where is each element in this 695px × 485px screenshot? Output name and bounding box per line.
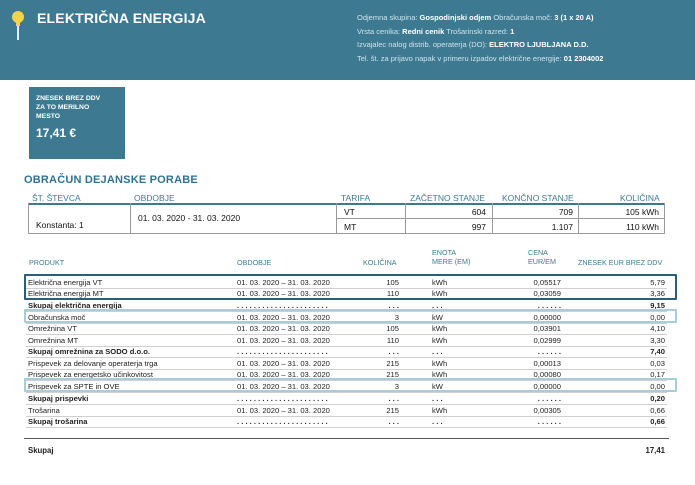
meter-start-header: ZAČETNO STANJE xyxy=(410,193,485,203)
item-qty: 105 xyxy=(386,324,399,333)
item-period: . . . . . . . . . . . . . . . . . . . . . . xyxy=(237,301,328,310)
total-label: ZNESEK BREZ DDV ZA TO MERILNO MESTO xyxy=(36,95,101,120)
item-qty: . . . xyxy=(388,417,399,426)
item-unit: . . . xyxy=(432,347,443,356)
items-qty-header: KOLIČINA xyxy=(363,258,397,267)
item-name: Prispevek za energetsko učinkovitost xyxy=(28,370,153,379)
meter-qty-header: KOLIČINA xyxy=(620,193,660,203)
item-period: 01. 03. 2020 – 31. 03. 2020 xyxy=(237,336,330,345)
item-unit: . . . xyxy=(432,394,443,403)
item-price: 0,00305 xyxy=(533,406,561,415)
header-banner xyxy=(0,0,695,80)
item-unit: kWh xyxy=(432,278,448,287)
item-unit: kWh xyxy=(432,359,448,368)
subtotal-row xyxy=(26,393,667,404)
item-amount: 5,79 xyxy=(650,278,665,287)
item-name: Električna energija VT xyxy=(28,278,103,287)
item-name: Električna energija MT xyxy=(28,289,104,298)
item-price: 0,03059 xyxy=(533,289,561,298)
item-price: 0,00080 xyxy=(533,370,561,379)
meter-period-header: OBDOBJE xyxy=(134,193,175,203)
item-period: . . . . . . . . . . . . . . . . . . . . . . xyxy=(237,417,328,426)
highlight-energy xyxy=(24,274,677,300)
item-period: 01. 03. 2020 – 31. 03. 2020 xyxy=(237,278,330,287)
item-name: Obračunska moč xyxy=(28,313,86,322)
item-name: Skupaj omrežnina za SODO d.o.o. xyxy=(28,347,150,356)
item-amount: 3,36 xyxy=(650,289,665,298)
item-qty: . . . xyxy=(388,301,399,310)
item-period: 01. 03. 2020 – 31. 03. 2020 xyxy=(237,313,330,322)
section-title: OBRAČUN DEJANSKE PORABE xyxy=(24,174,198,186)
item-qty: 110 xyxy=(386,289,399,298)
item-amount: 0,03 xyxy=(650,359,665,368)
item-period: . . . . . . . . . . . . . . . . . . . . . . xyxy=(237,394,328,403)
item-amount: 0,66 xyxy=(650,417,665,426)
item-period: 01. 03. 2020 – 31. 03. 2020 xyxy=(237,359,330,368)
item-price: . . . . . . xyxy=(537,347,561,356)
item-qty: 3 xyxy=(394,382,399,391)
item-period: . . . . . . . . . . . . . . . . . . . . . . xyxy=(237,347,328,356)
item-amount: 7,40 xyxy=(650,347,665,356)
item-unit: kWh xyxy=(432,370,448,379)
meter-tariff-mt: MT xyxy=(344,222,357,232)
item-name: Skupaj električna energija xyxy=(28,301,122,310)
highlight-spte xyxy=(24,378,677,392)
item-name: Trošarina xyxy=(28,406,60,415)
item-price: 0,05517 xyxy=(533,278,561,287)
meter-tariff-vt: VT xyxy=(344,207,355,217)
meter-end-mt: 1.107 xyxy=(551,222,573,232)
items-amount-header: ZNESEK EUR BREZ DDV xyxy=(578,258,663,267)
items-price-header: CENA EUR/EM xyxy=(528,248,556,266)
item-amount: 0,00 xyxy=(650,382,665,391)
item-name: Skupaj trošarina xyxy=(28,417,88,426)
item-unit: kWh xyxy=(432,324,448,333)
total-divider xyxy=(24,438,669,439)
item-qty: 105 xyxy=(386,278,399,287)
meter-period: 01. 03. 2020 - 31. 03. 2020 xyxy=(138,213,241,223)
grand-total-amount: 17,41 xyxy=(645,446,665,455)
items-unit-header: ENOTA MERE (EM) xyxy=(432,248,471,266)
items-product-header: PRODUKT xyxy=(29,258,65,267)
item-period: 01. 03. 2020 – 31. 03. 2020 xyxy=(237,370,330,379)
subtotal-row xyxy=(26,416,667,427)
meter-qty-vt: 105 kWh xyxy=(625,207,659,217)
item-amount: 0,17 xyxy=(650,370,665,379)
lightbulb-icon xyxy=(10,10,26,40)
item-period: 01. 03. 2020 – 31. 03. 2020 xyxy=(237,406,330,415)
item-unit: kW xyxy=(432,313,443,322)
item-amount: 0,00 xyxy=(650,313,665,322)
item-qty: 215 xyxy=(386,370,399,379)
item-price: 0,02999 xyxy=(533,336,561,345)
info-line-4: Tel. št. za prijavo napak v primeru izpadov električne energije: 01 2304002 xyxy=(357,53,604,63)
item-amount: 9,15 xyxy=(650,301,665,310)
item-amount: 0,20 xyxy=(650,394,665,403)
item-qty: 3 xyxy=(394,313,399,322)
item-amount: 4,10 xyxy=(650,324,665,333)
item-unit: kW xyxy=(432,382,443,391)
meter-qty-mt: 110 kWh xyxy=(626,222,659,232)
table-row xyxy=(26,335,667,346)
header-info xyxy=(357,11,603,65)
item-qty: . . . xyxy=(388,394,399,403)
item-name: Skupaj prispevki xyxy=(28,394,89,403)
total-value: 17,41 € xyxy=(36,126,77,140)
item-qty: 110 xyxy=(386,336,399,345)
table-row xyxy=(26,323,667,334)
table-row xyxy=(26,358,667,369)
item-amount: 0,66 xyxy=(650,406,665,415)
item-price: 0,00013 xyxy=(533,359,561,368)
item-amount: 3,30 xyxy=(650,336,665,345)
meter-end-header: KONČNO STANJE xyxy=(502,193,574,203)
info-line-3: Izvajalec nalog distrib. operaterja (DO): ELEKTRO LJUBLJANA D.D. xyxy=(357,40,589,50)
subtotal-row xyxy=(26,346,667,357)
total-summary-box xyxy=(29,87,125,159)
item-period: 01. 03. 2020 – 31. 03. 2020 xyxy=(237,324,330,333)
page-title: ELEKTRIČNA ENERGIJA xyxy=(37,10,206,26)
item-unit: kWh xyxy=(432,289,448,298)
item-price: . . . . . . xyxy=(537,394,561,403)
items-period-header: OBDOBJE xyxy=(237,258,272,267)
info-line-1: Odjemna skupina: Gospodinjski odjem Obračunska moč: 3 (1 x 20 A) xyxy=(357,13,594,22)
item-name: Prispevek za SPTE in OVE xyxy=(28,382,120,391)
row-divider xyxy=(26,427,667,428)
item-price: 0,03901 xyxy=(533,324,561,333)
meter-start-vt: 604 xyxy=(471,207,486,217)
item-period: 01. 03. 2020 – 31. 03. 2020 xyxy=(237,382,330,391)
item-price: 0,00000 xyxy=(533,313,561,322)
item-period: 01. 03. 2020 – 31. 03. 2020 xyxy=(237,289,330,298)
item-unit: . . . xyxy=(432,301,443,310)
meter-start-mt: 997 xyxy=(471,222,486,232)
grand-total-label: Skupaj xyxy=(28,446,54,455)
item-price: . . . . . . xyxy=(537,417,561,426)
table-row xyxy=(26,405,667,416)
item-price: . . . . . . xyxy=(537,301,561,310)
info-line-2: Vrsta cenika: Redni cenik Trošarinski razred: 1 xyxy=(357,26,515,36)
item-name: Omrežnina MT xyxy=(28,336,79,345)
item-unit: . . . xyxy=(432,417,443,426)
item-name: Omrežnina VT xyxy=(28,324,77,333)
highlight-power xyxy=(24,309,677,323)
meter-end-vt: 709 xyxy=(558,207,573,217)
item-name: Prispevek za delovanje operaterja trga xyxy=(28,359,158,368)
item-qty: 215 xyxy=(386,359,399,368)
item-unit: kWh xyxy=(432,406,448,415)
meter-tariff-header: TARIFA xyxy=(341,193,371,203)
item-qty: . . . xyxy=(388,347,399,356)
item-qty: 215 xyxy=(386,406,399,415)
meter-number-header: ŠT. ŠTEVCA xyxy=(32,193,81,203)
item-unit: kWh xyxy=(432,336,448,345)
item-price: 0,00000 xyxy=(533,382,561,391)
meter-constant: Konstanta: 1 xyxy=(36,220,84,230)
